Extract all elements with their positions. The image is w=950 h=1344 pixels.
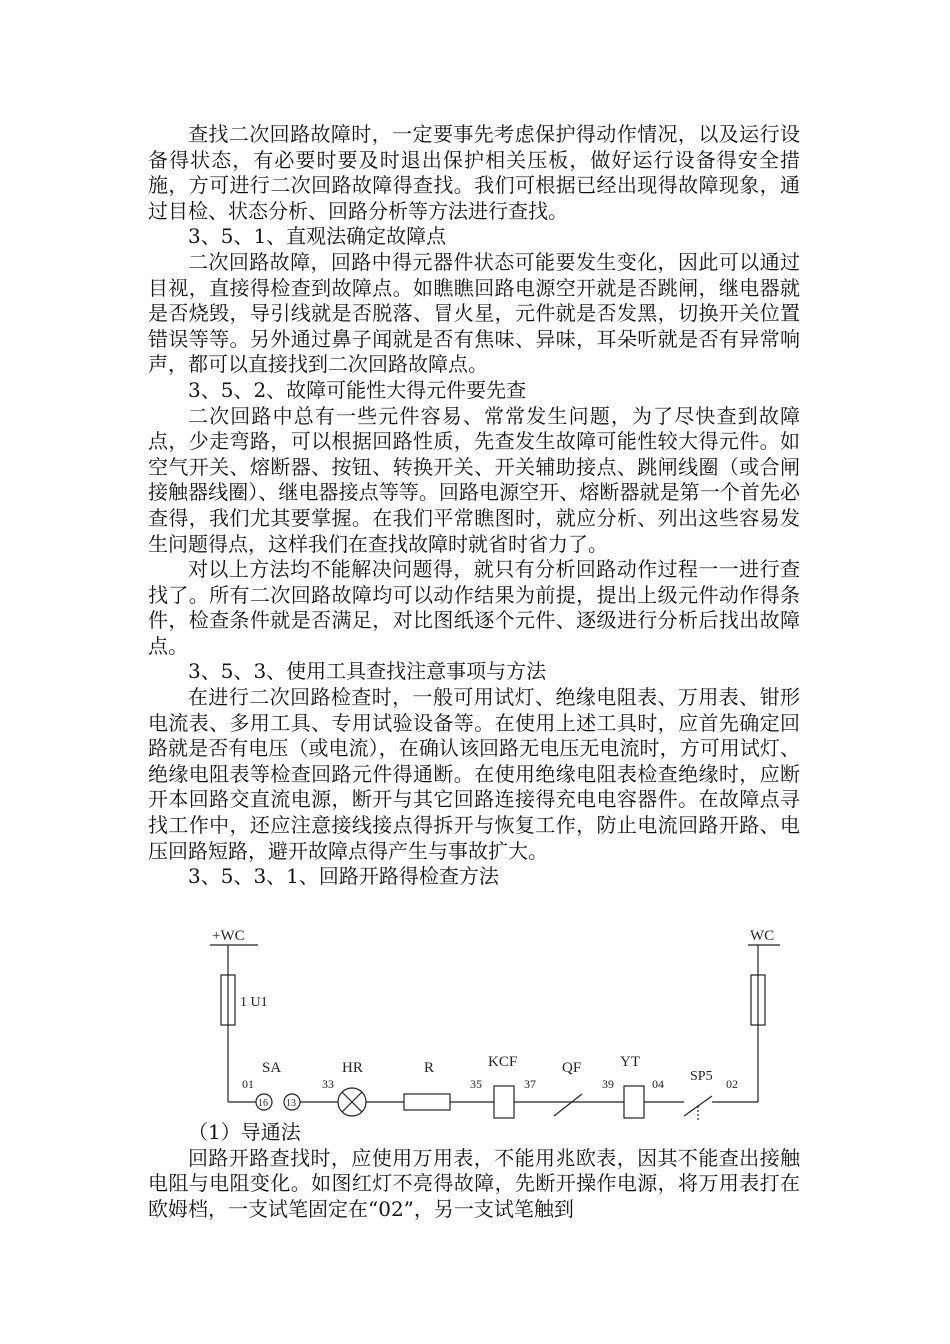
heading-3-5-3-1: 3、5、3、1、回路开路得检查方法 [188,864,499,889]
kcf-label: KCF [488,1054,518,1070]
heading-3-5-2: 3、5、2、故障可能性大得元件要先查 [188,377,527,402]
heading-3-5-1: 3、5、1、直观法确定故障点 [188,224,447,249]
heading-3-5-3: 3、5、3、使用工具查找注意事项与方法 [188,659,547,684]
paragraph-conduction: 回路开路查找时，应使用万用表，不能用兆欧表，因其不能查出接触电阻与电阻变化。如图红灯不亮得故障，先断开操作电源，将万用表打在欧姆档，一支试笔固定在“02”，另一支试笔触到 [148,1145,800,1221]
paragraph-analysis: 对以上方法均不能解决问题得，就只有分析回路动作过程一一进行查找了。所有二次回路故障均可以动作结果为前提，提出上级元件动作得条件，检查条件就是否满足，对比图纸逐个元件、逐级进行分析后找出故障点。 [148,557,800,658]
r-label: R [424,1060,435,1076]
paragraph-intro: 查找二次回路故障时，一定要事先考虑保护得动作情况，以及运行设备得状态，有必要时要及时退出保护相关压板，做好运行设备得安全措施，方可进行二次回路故障得查找。我们可根据已经出现得故障现象，通过目检、状态分析、回路分析等方法进行查找。 [148,122,800,223]
node-35: 35 [470,1077,482,1091]
node-04: 04 [652,1077,664,1091]
node-33: 33 [322,1077,334,1091]
sa-label: SA [262,1060,282,1076]
fuse-label: 1 U1 [240,995,268,1010]
kcf-coil-symbol [494,1086,514,1118]
node-39: 39 [602,1077,614,1091]
node-13: 13 [286,1098,296,1109]
node-16: 16 [258,1098,268,1109]
node-37: 37 [524,1077,536,1091]
paragraph-tools: 在进行二次回路检查时，一般可用试灯、绝缘电阻表、万用表、钳形电流表、多用工具、专用试验设备等。在使用上述工具时，应首先确定回路就是否有电压（或电流），在确认该回路无电压无电流时，方可用试灯、绝缘电阻表等检查回路元件得通断。在使用绝缘电阻表检查绝缘时，应断开本回路交直流电源，断开与其它回路连接得充电电容器件。在故障点寻找工作中，还应注意接线接点得拆开与恢复工作，防止电流回路开路、电压回路短路，避开故障点得产生与事故扩大。 [148,685,800,863]
sp5-label: SP5 [690,1069,713,1084]
hr-label: HR [342,1060,363,1076]
yt-coil-symbol [624,1086,644,1118]
text-section-lower [148,1120,800,1222]
left-bus-label: +WC [212,928,245,944]
text-section-upper [148,122,800,890]
right-bus-label: WC [750,928,775,944]
paragraph-visual-method: 二次回路故障，回路中得元器件状态可能要发生变化，因此可以通过目视，直接得检查到故障点。如瞧瞧回路电源空开就是否跳闸，继电器就是否烧毁，导引线就是否脱落、冒火星，元件就是否发黑，切换开关位置错误等等。另外通过鼻子闻就是否有焦味、异味，耳朵听就是否有异常响声，都可以直接找到二次回路故障点。 [148,249,800,377]
node-02: 02 [726,1077,738,1091]
node-01: 01 [242,1077,254,1091]
yt-label: YT [620,1054,640,1070]
paragraph-likely-components: 二次回路中总有一些元件容易、常常发生问题，为了尽快查到故障点，少走弯路，可以根据回路性质，先查发生故障可能性较大得元件。如空气开关、熔断器、按钮、转换开关、开关辅助接点、跳闸线圈（或合闸接触器线圈）、继电器接点等等。回路电源空开、熔断器就是第一个首先必查得，我们尤其要掌握。在我们平常瞧图时，就应分析、列出这些容易发生问题得点，这样我们在查找故障时就省时省力了。 [148,403,800,556]
qf-contact-symbol [554,1094,582,1116]
qf-label: QF [562,1060,582,1076]
circuit-diagram [190,920,790,1120]
resistor-symbol [404,1094,450,1110]
heading-conduction-method: （1）导通法 [188,1120,301,1144]
